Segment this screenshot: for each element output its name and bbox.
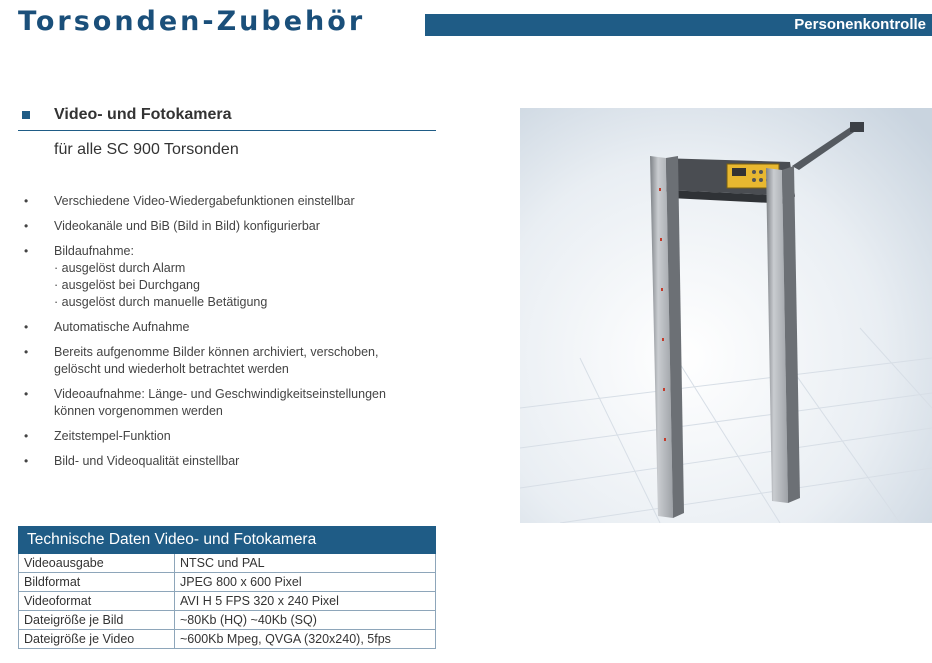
bullet-icon: • [24, 345, 29, 359]
spec-table-row [19, 554, 436, 573]
spec-key: Bildformat [19, 573, 175, 592]
feature-text: können vorgenommen werden [54, 404, 223, 418]
spec-key: Videoausgabe [19, 554, 175, 573]
feature-item [18, 193, 448, 210]
section-subtitle: für alle SC 900 Torsonden [54, 141, 239, 158]
spec-key: Videoformat [19, 592, 175, 611]
page-title: Torsonden-Zubehör [18, 6, 366, 37]
feature-item [18, 453, 448, 470]
feature-item [18, 319, 448, 336]
spec-key: Dateigröße je Video [19, 630, 175, 649]
metal-detector-gate-image [520, 108, 932, 523]
bullet-icon: • [24, 320, 29, 334]
spec-value: JPEG 800 x 600 Pixel [175, 573, 436, 592]
feature-item [18, 344, 448, 378]
bullet-icon: • [24, 454, 29, 468]
section-divider [18, 130, 436, 131]
feature-item [18, 243, 448, 311]
feature-text: · ausgelöst bei Durchgang [54, 278, 200, 292]
category-label: Personenkontrolle [794, 16, 926, 33]
spec-table-row [19, 592, 436, 611]
feature-text: Zeitstempel-Funktion [54, 429, 171, 443]
feature-item [18, 428, 448, 445]
feature-item [18, 386, 448, 420]
feature-text: Automatische Aufnahme [54, 320, 190, 334]
spec-table-row [19, 611, 436, 630]
feature-item [18, 218, 448, 235]
bullet-icon: • [24, 387, 29, 401]
spec-value: NTSC und PAL [175, 554, 436, 573]
feature-text: Videokanäle und BiB (Bild in Bild) konfigurierbar [54, 219, 320, 233]
section-bullet-icon [22, 111, 30, 119]
feature-text: Videoaufnahme: Länge- und Geschwindigkeitseinstellungen [54, 387, 386, 401]
spec-value: ~600Kb Mpeg, QVGA (320x240), 5fps [175, 630, 436, 649]
feature-text: Bild- und Videoqualität einstellbar [54, 454, 240, 468]
spec-key: Dateigröße je Bild [19, 611, 175, 630]
feature-text: gelöscht und wiederholt betrachtet werden [54, 362, 289, 376]
feature-text: Bildaufnahme: [54, 244, 134, 258]
feature-text: Bereits aufgenomme Bilder können archiviert, verschoben, [54, 345, 379, 359]
bullet-icon: • [24, 194, 29, 208]
spec-value: ~80Kb (HQ) ~40Kb (SQ) [175, 611, 436, 630]
spec-table-row [19, 630, 436, 649]
spec-table-header-row [19, 527, 436, 554]
feature-list [18, 193, 448, 478]
feature-text: Verschiedene Video-Wiedergabefunktionen einstellbar [54, 194, 355, 208]
section-title: Video- und Fotokamera [54, 106, 232, 123]
bullet-icon: • [24, 429, 29, 443]
feature-text: · ausgelöst durch Alarm [54, 261, 186, 275]
spec-table [18, 526, 436, 649]
spec-table-row [19, 573, 436, 592]
bullet-icon: • [24, 219, 29, 233]
spec-value: AVI H 5 FPS 320 x 240 Pixel [175, 592, 436, 611]
feature-text: · ausgelöst durch manuelle Betätigung [54, 295, 268, 309]
spec-table-title: Technische Daten Video- und Fotokamera [19, 527, 436, 554]
bullet-icon: • [24, 244, 29, 258]
category-bar [425, 14, 932, 36]
